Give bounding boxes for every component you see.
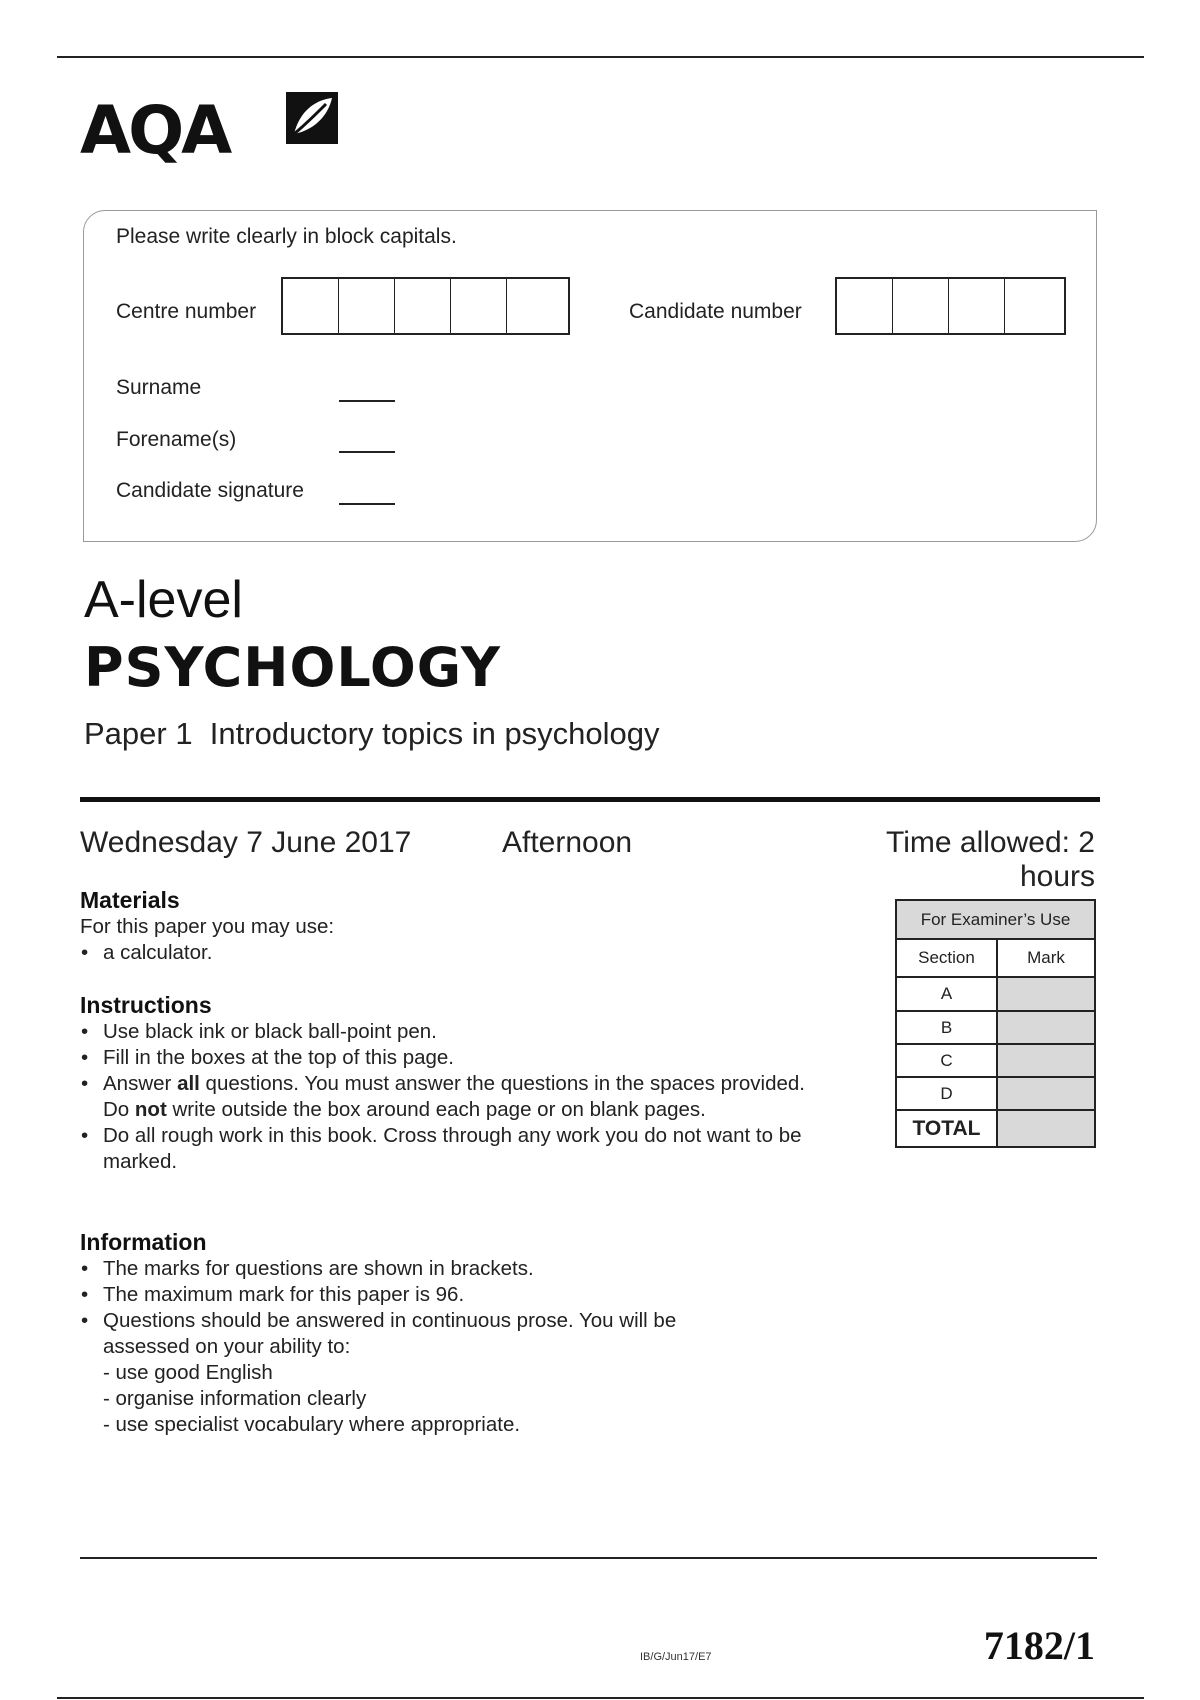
top-rule <box>57 56 1144 58</box>
signature-label: Candidate signature <box>116 479 304 502</box>
centre-number-digit[interactable] <box>507 279 563 333</box>
candidate-number-digit[interactable] <box>1005 279 1061 333</box>
surname-label: Surname <box>116 376 202 399</box>
candidate-number-label: Candidate number <box>629 300 802 323</box>
section-label: D <box>896 1077 997 1110</box>
instruction-text: Answer <box>103 1072 178 1095</box>
information-heading: Information <box>80 1229 207 1255</box>
instructions-heading: Instructions <box>80 992 212 1018</box>
surname-field[interactable] <box>339 400 395 402</box>
section-label: B <box>896 1011 997 1044</box>
time-allowed: Time allowed: 2 hours <box>886 826 1095 893</box>
footer-rule <box>80 1557 1097 1559</box>
examiner-use-table <box>895 899 1096 1148</box>
total-mark-cell <box>997 1110 1095 1147</box>
candidate-number-digit[interactable] <box>893 279 949 333</box>
bottom-rule <box>57 1697 1144 1699</box>
materials-section <box>80 887 810 966</box>
centre-number-digit[interactable] <box>283 279 339 333</box>
candidate-number-digit[interactable] <box>837 279 893 333</box>
logo-text: AQA <box>80 92 230 169</box>
instructions-section <box>80 992 820 1175</box>
candidate-number-digit[interactable] <box>949 279 1005 333</box>
forenames-label: Forename(s) <box>116 428 237 451</box>
instruction-text: write outside the box around each page or on blank pages. <box>166 1098 706 1121</box>
instruction-item <box>80 1071 820 1123</box>
centre-number-digit[interactable] <box>395 279 451 333</box>
aqa-logo <box>80 88 350 184</box>
instruction-item: • Fill in the boxes at the top of this page. <box>80 1045 820 1071</box>
instruction-emphasis: all <box>177 1072 200 1095</box>
subject-title: PSYCHOLOGY <box>84 636 502 699</box>
mark-cell <box>997 977 1095 1011</box>
materials-intro: For this paper you may use: <box>80 915 335 938</box>
block-capitals-instruction: Please write clearly in block capitals. <box>116 225 457 248</box>
examiner-table-title: For Examiner’s Use <box>896 900 1095 939</box>
candidate-details-box <box>83 210 1097 542</box>
signature-field[interactable] <box>339 503 395 505</box>
information-item: • The maximum mark for this paper is 96. <box>80 1282 740 1308</box>
information-subitem: - use specialist vocabulary where appropriate. <box>103 1413 521 1436</box>
forenames-field[interactable] <box>339 451 395 453</box>
qualification-level: A-level <box>84 571 243 629</box>
document-reference: IB/G/Jun17/E7 <box>640 1651 712 1663</box>
title-divider <box>80 797 1100 802</box>
mark-column-header: Mark <box>997 939 1095 977</box>
information-item: • The marks for questions are shown in brackets. <box>80 1256 740 1282</box>
section-label: C <box>896 1044 997 1077</box>
information-subitem: - use good English <box>103 1361 273 1384</box>
mark-cell <box>997 1011 1095 1044</box>
information-subitem: - organise information clearly <box>103 1387 367 1410</box>
instruction-text: questions. You must answer the questions in the spaces provided. Do <box>103 1072 805 1121</box>
mark-cell <box>997 1077 1095 1110</box>
materials-item: • a calculator. <box>80 940 810 966</box>
instruction-emphasis: not <box>134 1098 167 1121</box>
paper-code: 7182/1 <box>983 1623 1095 1668</box>
centre-number-field[interactable] <box>281 277 570 335</box>
section-column-header: Section <box>896 939 997 977</box>
centre-number-digit[interactable] <box>339 279 395 333</box>
section-label: A <box>896 977 997 1011</box>
leaf-icon <box>282 88 342 148</box>
information-text: Questions should be answered in continuous prose. You will be assessed on your ability to: <box>103 1309 677 1358</box>
instruction-item: • Use black ink or black ball-point pen. <box>80 1019 820 1045</box>
total-label: TOTAL <box>896 1110 997 1147</box>
information-section <box>80 1229 740 1438</box>
centre-number-label: Centre number <box>116 300 257 323</box>
information-item <box>80 1308 740 1438</box>
paper-title: Paper 1 Introductory topics in psychology <box>84 716 660 751</box>
exam-session: Afternoon <box>502 826 633 859</box>
mark-cell <box>997 1044 1095 1077</box>
candidate-number-field[interactable] <box>835 277 1066 335</box>
centre-number-digit[interactable] <box>451 279 507 333</box>
instruction-item: • Do all rough work in this book. Cross through any work you do not want to be marked. <box>80 1123 820 1175</box>
exam-date: Wednesday 7 June 2017 <box>80 826 412 859</box>
materials-heading: Materials <box>80 887 180 913</box>
